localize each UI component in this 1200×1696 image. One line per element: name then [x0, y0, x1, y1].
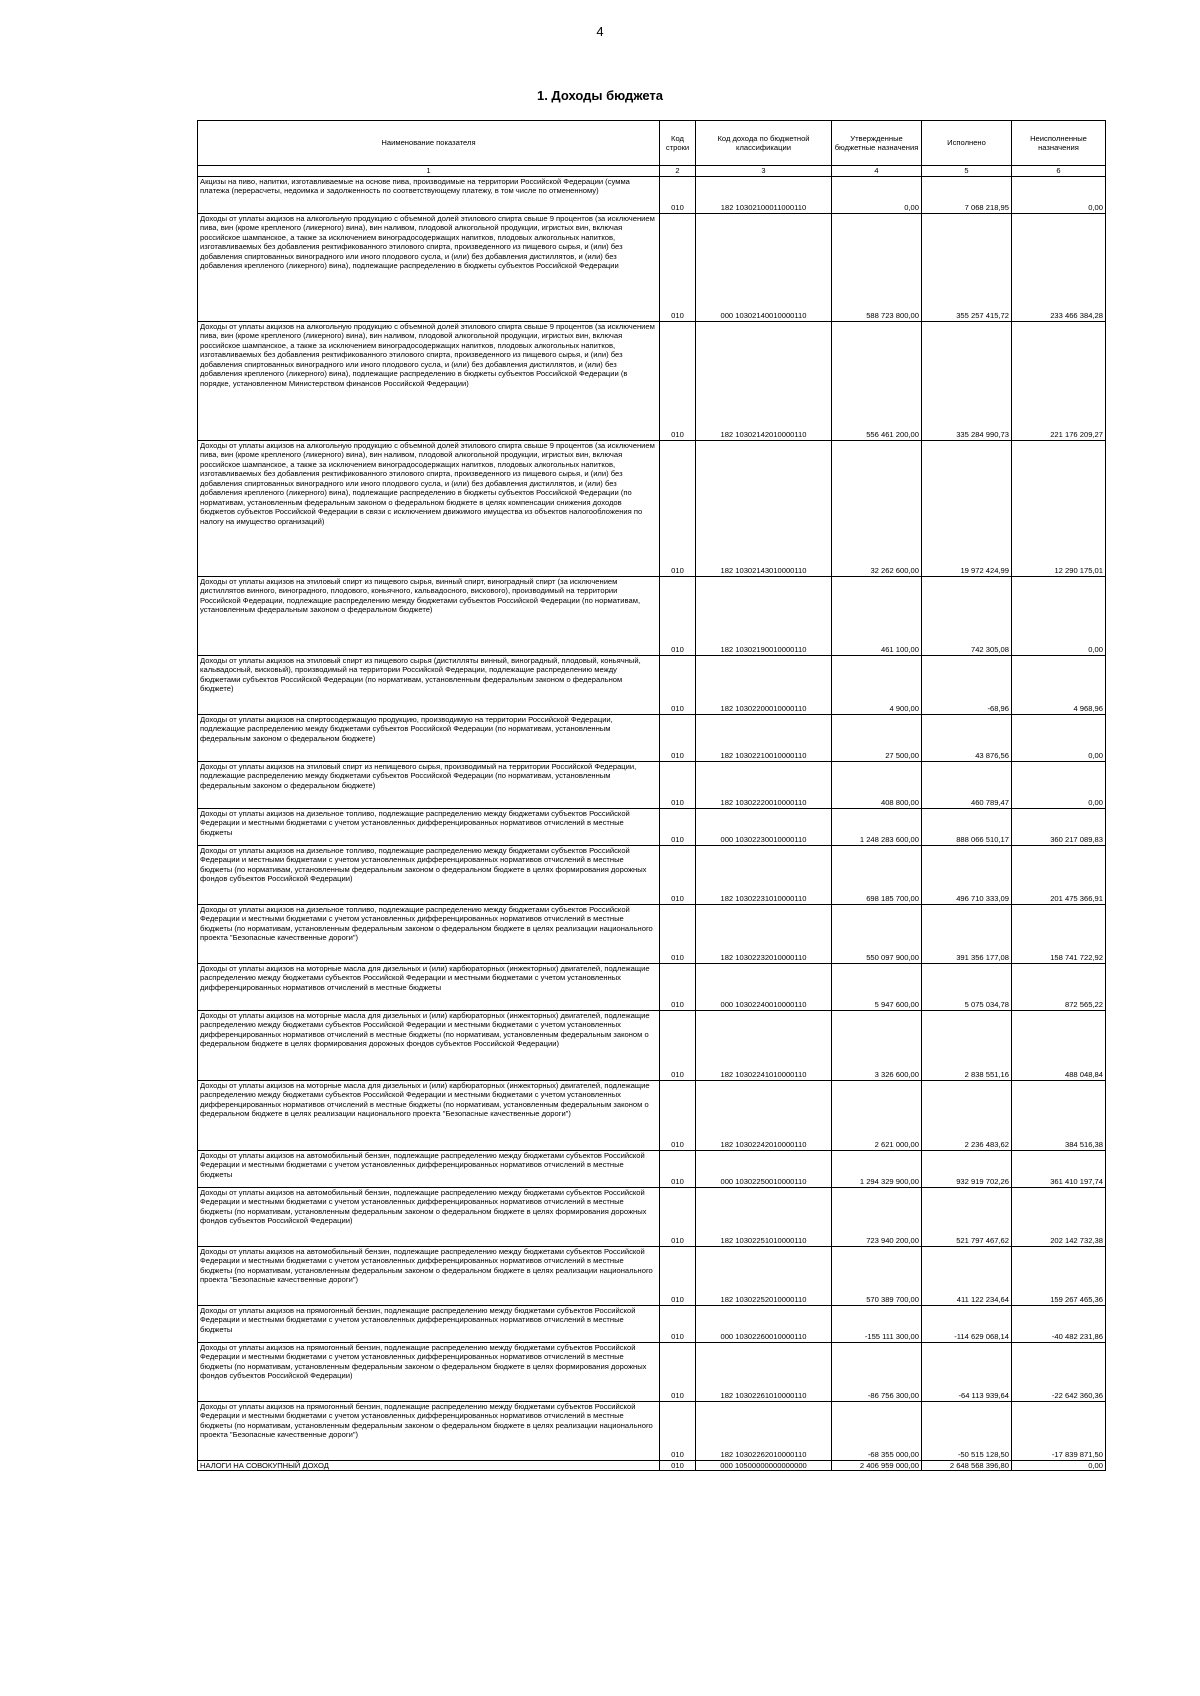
row-approved-value: 2 406 959 000,00	[832, 1460, 922, 1471]
row-income-code: 000 10302230010000110	[696, 808, 832, 845]
table-row	[198, 321, 1106, 440]
row-line-code: 010	[660, 1342, 696, 1401]
row-executed-value: 335 284 990,73	[922, 321, 1012, 440]
page-number: 4	[596, 24, 604, 39]
row-unexecuted-value: 361 410 197,74	[1012, 1150, 1106, 1187]
row-executed-value: 355 257 415,72	[922, 213, 1012, 321]
column-number: 3	[696, 166, 832, 177]
row-executed-value: 391 356 177,08	[922, 904, 1012, 963]
row-unexecuted-value: 233 466 384,28	[1012, 213, 1106, 321]
table-row	[198, 808, 1106, 845]
row-income-code: 182 10302200010000110	[696, 655, 832, 714]
header-income-code: Код дохода по бюджетной классификации	[696, 121, 832, 166]
row-approved-value: -86 756 300,00	[832, 1342, 922, 1401]
row-unexecuted-value: 0,00	[1012, 714, 1106, 761]
row-approved-value: 2 621 000,00	[832, 1080, 922, 1150]
row-line-code: 010	[660, 321, 696, 440]
row-name: Доходы от уплаты акцизов на прямогонный бензин, подлежащие распределению между бюджетами субъектов Российской Федерации и местными бюджетами с учетом установленных дифференцированных нормативов отчислений в местные бюджеты (по нормативам, установленным федеральным законом о федеральном бюджете в целях формирования дорожных фондов субъектов Российской Федерации)	[198, 1342, 660, 1401]
table-row	[198, 1187, 1106, 1246]
row-executed-value: 7 068 218,95	[922, 176, 1012, 213]
table-row	[198, 1080, 1106, 1150]
row-line-code: 010	[660, 576, 696, 655]
column-number: 1	[198, 166, 660, 177]
row-executed-value: 742 305,08	[922, 576, 1012, 655]
row-income-code: 182 10302100011000110	[696, 176, 832, 213]
table-row	[198, 845, 1106, 904]
row-approved-value: 3 326 600,00	[832, 1010, 922, 1080]
row-approved-value: 32 262 600,00	[832, 440, 922, 576]
row-approved-value: 0,00	[832, 176, 922, 213]
column-number: 2	[660, 166, 696, 177]
row-income-code: 182 10302232010000110	[696, 904, 832, 963]
row-unexecuted-value: 202 142 732,38	[1012, 1187, 1106, 1246]
row-income-code: 182 10302190010000110	[696, 576, 832, 655]
row-income-code: 000 10302250010000110	[696, 1150, 832, 1187]
row-line-code: 010	[660, 1080, 696, 1150]
row-line-code: 010	[660, 1460, 696, 1471]
row-name: Доходы от уплаты акцизов на дизельное топливо, подлежащие распределению между бюджетами субъектов Российской Федерации и местными бюджетами с учетом установленных дифференцированных нормативов отчислений в местные бюджеты (по нормативам, установленным федеральным законом о федеральном бюджете в целях реализации национального проекта "Безопасные качественные дороги")	[198, 904, 660, 963]
row-approved-value: 408 800,00	[832, 761, 922, 808]
row-name: Доходы от уплаты акцизов на автомобильный бензин, подлежащие распределению между бюджетами субъектов Российской Федерации и местными бюджетами с учетом установленных дифференцированных нормативов отчислений в местные бюджеты (по нормативам, установленным федеральным законом о федеральном бюджете в целях реализации национального проекта "Безопасные качественные дороги")	[198, 1246, 660, 1305]
row-name: Доходы от уплаты акцизов на моторные масла для дизельных и (или) карбюраторных (инжекторных) двигателей, подлежащие распределению между бюджетами субъектов Российской Федерации и местными бюджетами с учетом установленных дифференцированных нормативов отчислений в местные бюджеты (по нормативам, установленным федеральным законом о федеральном бюджете в целях формирования дорожных фондов субъектов Российской Федерации)	[198, 1010, 660, 1080]
table-row	[198, 1305, 1106, 1342]
table-row	[198, 714, 1106, 761]
table-row	[198, 440, 1106, 576]
row-unexecuted-value: 0,00	[1012, 761, 1106, 808]
row-unexecuted-value: 360 217 089,83	[1012, 808, 1106, 845]
row-approved-value: 27 500,00	[832, 714, 922, 761]
row-unexecuted-value: -17 839 871,50	[1012, 1401, 1106, 1460]
row-income-code: 182 10302252010000110	[696, 1246, 832, 1305]
row-executed-value: 411 122 234,64	[922, 1246, 1012, 1305]
row-income-code: 182 10302241010000110	[696, 1010, 832, 1080]
row-income-code: 000 10302140010000110	[696, 213, 832, 321]
row-line-code: 010	[660, 1401, 696, 1460]
table-body	[198, 176, 1106, 1471]
table-row	[198, 1010, 1106, 1080]
row-approved-value: 4 900,00	[832, 655, 922, 714]
row-executed-value: -64 113 939,64	[922, 1342, 1012, 1401]
column-number-row	[198, 166, 1106, 177]
row-unexecuted-value: 221 176 209,27	[1012, 321, 1106, 440]
row-unexecuted-value: 159 267 465,36	[1012, 1246, 1106, 1305]
header-approved: Утвержденные бюджетные назначения	[832, 121, 922, 166]
row-unexecuted-value: 12 290 175,01	[1012, 440, 1106, 576]
table-row	[198, 576, 1106, 655]
row-unexecuted-value: 488 048,84	[1012, 1010, 1106, 1080]
row-approved-value: 570 389 700,00	[832, 1246, 922, 1305]
row-approved-value: -68 355 000,00	[832, 1401, 922, 1460]
row-line-code: 010	[660, 213, 696, 321]
row-name: Доходы от уплаты акцизов на алкогольную продукцию с объемной долей этилового спирта свыше 9 процентов (за исключением пива, вин (кроме крепленого (ликерного) вина), вин наливом, плодовой алкогольной продукции, игристых вин, включая российское шампанское, а также за исключением виноградосодержащих напитков, плодовых алкогольных напитков, изготавливаемых без добавления ректификованного этилового спирта, произведенного из пищевого сырья, и (или) без добавления спиртованных виноградного или иного плодового сусла, и (или) без добавления дистиллятов, и (или) без добавления крепленого (ликерного) вина), подлежащие распределению в бюджеты субъектов Российской Федерации (по нормативам, установленным федеральным законом о федеральном бюджете в целях компенсации снижения доходов бюджетов субъектов Российской Федерации в связи с исключением движимого имущества из объектов налогообложения по налогу на имущество организаций)	[198, 440, 660, 576]
row-name: Доходы от уплаты акцизов на этиловый спирт из пищевого сырья (дистилляты винный, виноградный, плодовый, коньячный, кальвадосный, висковый), производимый на территории Российской Федерации, подлежащие распределению между бюджетами субъектов Российской Федерации (по нормативам, установленным федеральным законом о федеральном бюджете)	[198, 655, 660, 714]
row-executed-value: 888 066 510,17	[922, 808, 1012, 845]
row-approved-value: 5 947 600,00	[832, 963, 922, 1010]
table-row	[198, 1460, 1106, 1471]
row-name: Доходы от уплаты акцизов на этиловый спирт из пищевого сырья, винный спирт, виноградный спирт (за исключением дистиллятов винного, виноградного, плодового, коньячного, кальвадосного, вискового), производимый на территории Российской Федерации, подлежащие распределению между бюджетами субъектов Российской Федерации (по нормативам, установленным федеральным законом о федеральном бюджете)	[198, 576, 660, 655]
row-line-code: 010	[660, 1305, 696, 1342]
row-line-code: 010	[660, 1010, 696, 1080]
row-name: Доходы от уплаты акцизов на алкогольную продукцию с объемной долей этилового спирта свыше 9 процентов (за исключением пива, вин (кроме крепленого (ликерного) вина), вин наливом, плодовой алкогольной продукции, игристых вин, включая российское шампанское, а также за исключением виноградосодержащих напитков, плодовых алкогольных напитков, изготавливаемых без добавления ректификованного этилового спирта, произведенного из пищевого сырья, и (или) без добавления спиртованных виноградного или иного плодового сусла, и (или) без добавления дистиллятов, и (или) без добавления крепленого (ликерного) вина), подлежащие распределению в бюджеты субъектов Российской Федерации (в порядке, установленном Министерством финансов Российской Федерации)	[198, 321, 660, 440]
row-income-code: 000 10302260010000110	[696, 1305, 832, 1342]
row-executed-value: 19 972 424,99	[922, 440, 1012, 576]
row-unexecuted-value: 0,00	[1012, 1460, 1106, 1471]
column-number: 5	[922, 166, 1012, 177]
row-executed-value: 2 236 483,62	[922, 1080, 1012, 1150]
row-name: Доходы от уплаты акцизов на дизельное топливо, подлежащие распределению между бюджетами субъектов Российской Федерации и местными бюджетами с учетом установленных дифференцированных нормативов отчислений в местные бюджеты (по нормативам, установленным федеральным законом о федеральном бюджете в целях формирования дорожных фондов субъектов Российской Федерации)	[198, 845, 660, 904]
row-name: Доходы от уплаты акцизов на прямогонный бензин, подлежащие распределению между бюджетами субъектов Российской Федерации и местными бюджетами с учетом установленных дифференцированных нормативов отчислений в местные бюджеты	[198, 1305, 660, 1342]
table-row	[198, 655, 1106, 714]
table-row	[198, 1342, 1106, 1401]
row-line-code: 010	[660, 1246, 696, 1305]
row-approved-value: 550 097 900,00	[832, 904, 922, 963]
row-line-code: 010	[660, 714, 696, 761]
row-line-code: 010	[660, 1187, 696, 1246]
row-approved-value: 461 100,00	[832, 576, 922, 655]
row-executed-value: -50 515 128,50	[922, 1401, 1012, 1460]
row-name: Доходы от уплаты акцизов на автомобильный бензин, подлежащие распределению между бюджетами субъектов Российской Федерации и местными бюджетами с учетом установленных дифференцированных нормативов отчислений в местные бюджеты	[198, 1150, 660, 1187]
row-income-code: 182 10302210010000110	[696, 714, 832, 761]
row-executed-value: -114 629 068,14	[922, 1305, 1012, 1342]
row-line-code: 010	[660, 176, 696, 213]
row-line-code: 010	[660, 1150, 696, 1187]
table-row	[198, 176, 1106, 213]
table-row	[198, 213, 1106, 321]
row-executed-value: 5 075 034,78	[922, 963, 1012, 1010]
table-row	[198, 1150, 1106, 1187]
row-name: Доходы от уплаты акцизов на моторные масла для дизельных и (или) карбюраторных (инжекторных) двигателей, подлежащие распределению между бюджетами субъектов Российской Федерации и местными бюджетами с учетом установленных дифференцированных нормативов отчислений в местные бюджеты (по нормативам, установленным федеральным законом о федеральном бюджете в целях реализации национального проекта "Безопасные качественные дороги")	[198, 1080, 660, 1150]
row-executed-value: 43 876,56	[922, 714, 1012, 761]
header-executed: Исполнено	[922, 121, 1012, 166]
table-row	[198, 1401, 1106, 1460]
row-name: Доходы от уплаты акцизов на этиловый спирт из непищевого сырья, производимый на территории Российской Федерации, подлежащие распределению между бюджетами субъектов Российской Федерации (по нормативам, установленным федеральным законом о федеральном бюджете)	[198, 761, 660, 808]
row-income-code: 182 10302261010000110	[696, 1342, 832, 1401]
row-name: Доходы от уплаты акцизов на спиртосодержащую продукцию, производимую на территории Российской Федерации, подлежащие распределению между бюджетами субъектов Российской Федерации (по нормативам, установленным федеральным законом о федеральном бюджете)	[198, 714, 660, 761]
row-income-code: 182 10302142010000110	[696, 321, 832, 440]
row-executed-value: 932 919 702,26	[922, 1150, 1012, 1187]
row-approved-value: 698 185 700,00	[832, 845, 922, 904]
row-line-code: 010	[660, 904, 696, 963]
row-approved-value: 588 723 800,00	[832, 213, 922, 321]
row-income-code: 182 10302231010000110	[696, 845, 832, 904]
row-income-code: 182 10302220010000110	[696, 761, 832, 808]
column-number: 6	[1012, 166, 1106, 177]
row-unexecuted-value: 872 565,22	[1012, 963, 1106, 1010]
row-executed-value: 521 797 467,62	[922, 1187, 1012, 1246]
row-income-code: 000 10500000000000000	[696, 1460, 832, 1471]
row-approved-value: 1 248 283 600,00	[832, 808, 922, 845]
row-name: Доходы от уплаты акцизов на моторные масла для дизельных и (или) карбюраторных (инжекторных) двигателей, подлежащие распределению между бюджетами субъектов Российской Федерации и местными бюджетами с учетом установленных дифференцированных нормативов отчислений в местные бюджеты	[198, 963, 660, 1010]
row-unexecuted-value: -22 642 360,36	[1012, 1342, 1106, 1401]
row-unexecuted-value: 384 516,38	[1012, 1080, 1106, 1150]
page-title: 1. Доходы бюджета	[536, 88, 664, 103]
row-approved-value: 723 940 200,00	[832, 1187, 922, 1246]
table-row	[198, 761, 1106, 808]
row-unexecuted-value: 0,00	[1012, 576, 1106, 655]
table-row	[198, 963, 1106, 1010]
header-unexecuted: Неисполненные назначения	[1012, 121, 1106, 166]
row-income-code: 182 10302262010000110	[696, 1401, 832, 1460]
row-line-code: 010	[660, 440, 696, 576]
income-table	[197, 120, 1106, 1471]
row-line-code: 010	[660, 963, 696, 1010]
row-unexecuted-value: -40 482 231,86	[1012, 1305, 1106, 1342]
row-executed-value: 496 710 333,09	[922, 845, 1012, 904]
row-executed-value: -68,96	[922, 655, 1012, 714]
row-approved-value: -155 111 300,00	[832, 1305, 922, 1342]
row-approved-value: 556 461 200,00	[832, 321, 922, 440]
row-unexecuted-value: 158 741 722,92	[1012, 904, 1106, 963]
row-unexecuted-value: 4 968,96	[1012, 655, 1106, 714]
row-executed-value: 2 838 551,16	[922, 1010, 1012, 1080]
table-row	[198, 904, 1106, 963]
row-line-code: 010	[660, 761, 696, 808]
row-name: Доходы от уплаты акцизов на алкогольную продукцию с объемной долей этилового спирта свыше 9 процентов (за исключением пива, вин (кроме крепленого (ликерного) вина), вин наливом, плодовой алкогольной продукции, игристых вин, включая российское шампанское, а также за исключением виноградосодержащих напитков, плодовых алкогольных напитков, изготавливаемых без добавления ректификованного этилового спирта, произведенного из пищевого сырья, и (или) без добавления спиртованных виноградного или иного плодового сусла, и (или) без добавления дистиллятов, и (или) без добавления крепленого (ликерного) вина), подлежащие распределению в бюджеты субъектов Российской Федерации	[198, 213, 660, 321]
row-name: Доходы от уплаты акцизов на автомобильный бензин, подлежащие распределению между бюджетами субъектов Российской Федерации и местными бюджетами с учетом установленных дифференцированных нормативов отчислений в местные бюджеты (по нормативам, установленным федеральным законом о федеральном бюджете в целях формирования дорожных фондов субъектов Российской Федерации)	[198, 1187, 660, 1246]
row-income-code: 182 10302143010000110	[696, 440, 832, 576]
row-line-code: 010	[660, 655, 696, 714]
column-number: 4	[832, 166, 922, 177]
row-executed-value: 460 789,47	[922, 761, 1012, 808]
table-header	[198, 121, 1106, 177]
row-name: Акцизы на пиво, напитки, изготавливаемые на основе пива, производимые на территории Российской Федерации (сумма платежа (перерасчеты, недоимка и задолженность по соответствующему платежу, в том числе по отмененному)	[198, 176, 660, 213]
row-name: Доходы от уплаты акцизов на прямогонный бензин, подлежащие распределению между бюджетами субъектов Российской Федерации и местными бюджетами с учетом установленных дифференцированных нормативов отчислений в местные бюджеты (по нормативам, установленным федеральным законом о федеральном бюджете в целях реализации национального проекта "Безопасные качественные дороги")	[198, 1401, 660, 1460]
row-approved-value: 1 294 329 900,00	[832, 1150, 922, 1187]
header-name: Наименование показателя	[198, 121, 660, 166]
row-income-code: 182 10302251010000110	[696, 1187, 832, 1246]
row-executed-value: 2 648 568 396,80	[922, 1460, 1012, 1471]
row-name: Доходы от уплаты акцизов на дизельное топливо, подлежащие распределению между бюджетами субъектов Российской Федерации и местными бюджетами с учетом установленных дифференцированных нормативов отчислений в местные бюджеты	[198, 808, 660, 845]
row-unexecuted-value: 201 475 366,91	[1012, 845, 1106, 904]
row-line-code: 010	[660, 808, 696, 845]
header-line-code: Код строки	[660, 121, 696, 166]
row-income-code: 000 10302240010000110	[696, 963, 832, 1010]
row-income-code: 182 10302242010000110	[696, 1080, 832, 1150]
row-line-code: 010	[660, 845, 696, 904]
row-unexecuted-value: 0,00	[1012, 176, 1106, 213]
table-row	[198, 1246, 1106, 1305]
row-name: НАЛОГИ НА СОВОКУПНЫЙ ДОХОД	[198, 1460, 660, 1471]
